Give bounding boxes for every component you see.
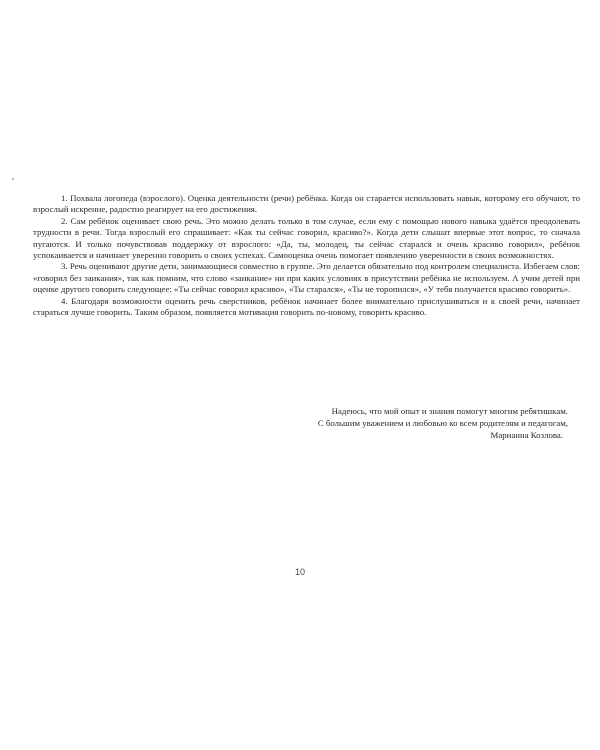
scan-speck [12, 178, 14, 180]
closing-line-2: С большим уважением и любовью ко всем родителям и педагогам, [317, 418, 568, 428]
closing-line-1: Надеюсь, что мой опыт и знания помогут многим ребятишкам. [331, 406, 568, 416]
signature: Марианна Козлова. [490, 430, 563, 440]
paragraph-2: 2. Сам ребёнок оценивает свою речь. Это можно делать только в том случае, если ему с помощью нового навыка удаётся преодолевать трудности в речи. Тогда взрослый его спрашивает: «Как ты сейчас говорил, красиво?». Когда дети слышат впервые этот вопрос, то сначала пугаются. И только почувствовав поддержку от взрослого: «Да, ты, молодец, ты сейчас старался и очень красиво говорил», ребёнок успокаивается и начинает уверенно говорить о своих успехах. Самооценка очень помогает появлению уверенности в своих возможностях. [33, 215, 580, 261]
paragraph-4: 4. Благодаря возможности оценить речь сверстников, ребёнок начинает более внимательно прислушиваться и к своей речи, начинает стараться лучше говорить. Таким образом, появляется мотивация говорить по-новому, говорить красиво. [33, 295, 580, 318]
closing-block [238, 405, 568, 441]
page-number: 10 [294, 567, 305, 577]
paragraph-3: 3. Речь оценивают другие дети, занимающиеся совместно в группе. Это делается обязательно под контролем специалиста. Избегаем слов: «говорил без заикания», так как помним, что слово «заикание» ни при каких условиях в присутствии ребёнка не используем. А учим детей при оценке другого говорить следующее: «Ты сейчас говорил красиво», «Ты старался», «Ты не торопился», «У тебя получается красиво говорить». [33, 261, 580, 295]
body-text [33, 193, 580, 318]
paragraph-1: 1. Похвала логопеда (взрослого). Оценка деятельности (речи) ребёнка. Когда он старается использовать навык, которому его обучают, то взрослый искренне, радостно реагирует на его достижения. [33, 193, 580, 215]
